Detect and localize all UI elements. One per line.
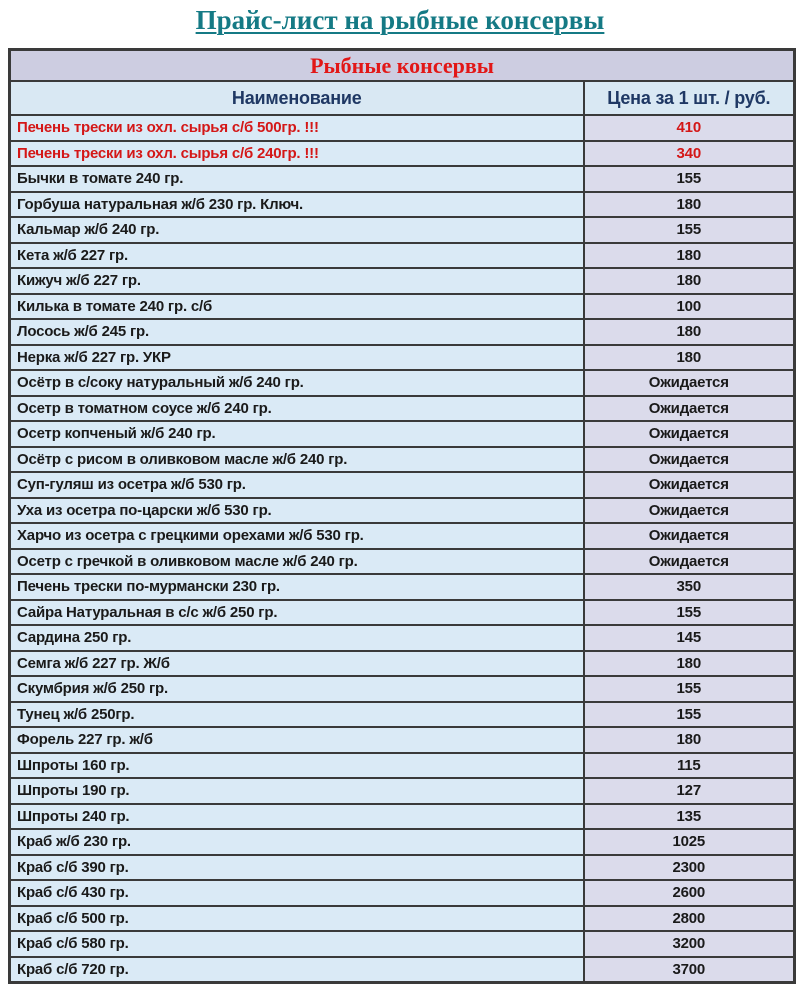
column-header-name: Наименование [10,81,584,115]
product-price-cell: 180 [584,268,795,294]
product-price-cell: 180 [584,192,795,218]
table-row [10,370,795,396]
product-name-cell: Краб с/б 500 гр. [10,906,584,932]
product-name-cell: Бычки в томате 240 гр. [10,166,584,192]
table-row [10,141,795,167]
product-price-cell: 180 [584,651,795,677]
table-row [10,345,795,371]
table-row [10,319,795,345]
product-price-cell: 3700 [584,957,795,983]
table-row [10,727,795,753]
product-name-cell: Харчо из осетра с грецкими орехами ж/б 530 гр. [10,523,584,549]
product-price-cell: 410 [584,115,795,141]
product-name-cell: Горбуша натуральная ж/б 230 гр. Ключ. [10,192,584,218]
product-price-cell: 350 [584,574,795,600]
product-name-cell: Сардина 250 гр. [10,625,584,651]
product-name-cell: Лосось ж/б 245 гр. [10,319,584,345]
product-name-cell: Скумбрия ж/б 250 гр. [10,676,584,702]
product-price-cell: 155 [584,702,795,728]
product-price-cell: 100 [584,294,795,320]
product-name-cell: Кальмар ж/б 240 гр. [10,217,584,243]
product-name-cell: Нерка ж/б 227 гр. УКР [10,345,584,371]
table-row [10,549,795,575]
product-price-cell: 1025 [584,829,795,855]
product-name-cell: Печень трески по-мурмански 230 гр. [10,574,584,600]
table-row [10,855,795,881]
table-row [10,906,795,932]
product-price-cell: Ожидается [584,447,795,473]
product-price-cell: 145 [584,625,795,651]
table-row [10,472,795,498]
product-price-cell: 2800 [584,906,795,932]
product-price-cell: 155 [584,217,795,243]
product-name-cell: Кижуч ж/б 227 гр. [10,268,584,294]
product-price-cell: 3200 [584,931,795,957]
table-row [10,829,795,855]
product-name-cell: Краб с/б 720 гр. [10,957,584,983]
product-name-cell: Осетр в томатном соусе ж/б 240 гр. [10,396,584,422]
product-price-cell: 2300 [584,855,795,881]
product-price-cell: Ожидается [584,421,795,447]
table-row [10,778,795,804]
table-row [10,421,795,447]
product-name-cell: Краб с/б 580 гр. [10,931,584,957]
table-row [10,498,795,524]
product-price-cell: Ожидается [584,396,795,422]
product-name-cell: Кета ж/б 227 гр. [10,243,584,269]
table-row [10,268,795,294]
product-price-cell: Ожидается [584,523,795,549]
product-name-cell: Печень трески из охл. сырья с/б 240гр. !!! [10,141,584,167]
table-row [10,931,795,957]
table-row [10,625,795,651]
product-price-cell: 155 [584,676,795,702]
table-row [10,396,795,422]
product-price-cell: 135 [584,804,795,830]
column-header-price: Цена за 1 шт. / руб. [584,81,795,115]
price-table [8,48,796,984]
table-row [10,166,795,192]
product-name-cell: Краб с/б 390 гр. [10,855,584,881]
table-row [10,217,795,243]
table-row [10,804,795,830]
product-price-cell: 155 [584,166,795,192]
product-name-cell: Семга ж/б 227 гр. Ж/б [10,651,584,677]
product-price-cell: Ожидается [584,549,795,575]
product-price-cell: Ожидается [584,370,795,396]
product-name-cell: Тунец ж/б 250гр. [10,702,584,728]
column-header-row [10,81,795,115]
product-name-cell: Сайра Натуральная в с/с ж/б 250 гр. [10,600,584,626]
table-row [10,447,795,473]
product-name-cell: Печень трески из охл. сырья с/б 500гр. !!! [10,115,584,141]
page-title: Прайс-лист на рыбные консервы [195,5,605,35]
product-price-cell: 2600 [584,880,795,906]
table-row [10,192,795,218]
product-name-cell: Суп-гуляш из осетра ж/б 530 гр. [10,472,584,498]
product-name-cell: Краб с/б 430 гр. [10,880,584,906]
product-price-cell: 180 [584,243,795,269]
table-title: Рыбные консервы [10,50,795,82]
table-title-row [10,50,795,82]
product-name-cell: Шпроты 190 гр. [10,778,584,804]
product-name-cell: Уха из осетра по-царски ж/б 530 гр. [10,498,584,524]
product-price-cell: 180 [584,319,795,345]
table-row [10,574,795,600]
price-table-body [10,115,795,983]
product-name-cell: Осетр с гречкой в оливковом масле ж/б 240 гр. [10,549,584,575]
table-row [10,294,795,320]
product-name-cell: Осётр с рисом в оливковом масле ж/б 240 гр. [10,447,584,473]
product-price-cell: 180 [584,727,795,753]
product-name-cell: Шпроты 160 гр. [10,753,584,779]
table-row [10,676,795,702]
product-name-cell: Краб ж/б 230 гр. [10,829,584,855]
product-price-cell: Ожидается [584,498,795,524]
table-row [10,651,795,677]
table-row [10,880,795,906]
table-row [10,115,795,141]
table-row [10,702,795,728]
table-row [10,957,795,983]
product-price-cell: 127 [584,778,795,804]
product-name-cell: Форель 227 гр. ж/б [10,727,584,753]
product-name-cell: Осётр в с/соку натуральный ж/б 240 гр. [10,370,584,396]
product-price-cell: 115 [584,753,795,779]
table-row [10,243,795,269]
product-price-cell: 340 [584,141,795,167]
product-price-cell: Ожидается [584,472,795,498]
product-name-cell: Шпроты 240 гр. [10,804,584,830]
table-row [10,753,795,779]
product-price-cell: 180 [584,345,795,371]
product-name-cell: Осетр копченый ж/б 240 гр. [10,421,584,447]
product-name-cell: Килька в томате 240 гр. с/б [10,294,584,320]
product-price-cell: 155 [584,600,795,626]
table-row [10,523,795,549]
table-row [10,600,795,626]
